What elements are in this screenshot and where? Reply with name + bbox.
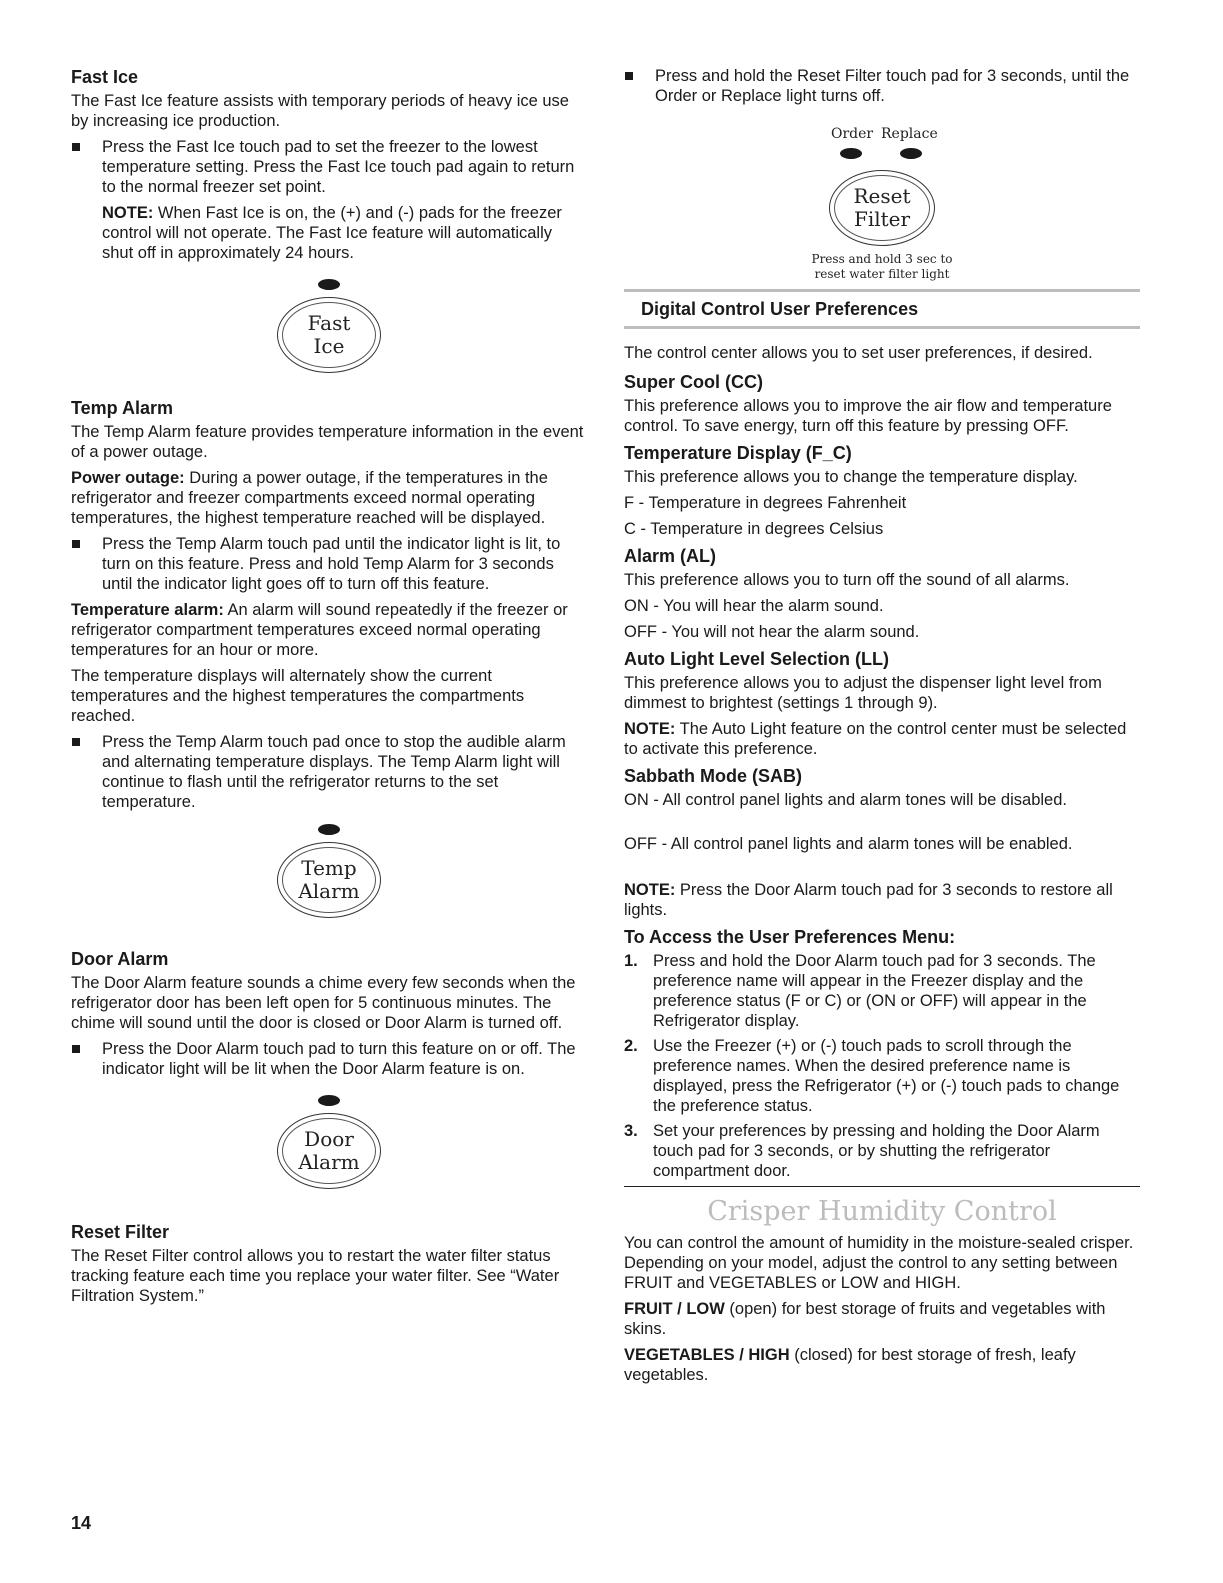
alarm-on-option: ON - You will hear the alarm sound. xyxy=(624,597,884,615)
temp-alarm-bullets-2 xyxy=(71,732,587,812)
alarm-off-option: OFF - You will not hear the alarm sound. xyxy=(624,623,920,641)
temp-alarm-intro: The Temp Alarm feature provides temperature information in the event of a power outage. xyxy=(71,423,584,461)
fast-ice-intro: The Fast Ice feature assists with temporary periods of heavy ice use by increasing ice production. xyxy=(71,92,569,130)
step-number: 1. xyxy=(624,952,638,970)
fruit-low-label: FRUIT / LOW xyxy=(624,1300,725,1318)
super-cool-heading: Super Cool (CC) xyxy=(624,372,763,392)
step-text: Press and hold the Door Alarm touch pad for 3 seconds. The preference name will appear in the Freezer display and the preference status (F or C) or (ON or OFF) will appear in the Refrigerator display. xyxy=(653,952,1096,1030)
temperature-display-text: This preference allows you to change the temperature display. xyxy=(624,468,1078,486)
power-outage-label: Power outage: xyxy=(71,469,185,487)
power-outage-paragraph xyxy=(71,468,587,528)
caption-line2: reset water filter light xyxy=(814,267,950,281)
sabbath-heading: Sabbath Mode (SAB) xyxy=(624,766,802,786)
step-text: Set your preferences by pressing and holding the Door Alarm touch pad for 3 seconds, or by shutting the refrigerator compartment door. xyxy=(653,1122,1100,1180)
auto-light-note xyxy=(624,719,1140,759)
note-label: NOTE: xyxy=(102,204,154,222)
crisper-intro: You can control the amount of humidity in the moisture-sealed crisper. Depending on your model, adjust the control to any setting between FRUIT and VEGETABLES or LOW and HIGH. xyxy=(624,1234,1134,1292)
temp-alarm-bullet-2: Press the Temp Alarm touch pad once to stop the audible alarm and alternating temperature displays. The Temp Alarm light will continue to flash until the refrigerator returns to the set temperature. xyxy=(71,732,587,812)
fast-ice-note xyxy=(71,203,587,263)
pad-label-line1: Reset xyxy=(853,184,911,208)
temperature-display-paragraph: The temperature displays will alternately show the current temperatures and the highest temperatures the compartments reached. xyxy=(71,667,525,725)
reset-filter-caption xyxy=(624,252,1140,282)
preferences-intro: The control center allows you to set user preferences, if desired. xyxy=(624,344,1093,362)
reset-filter-intro: The Reset Filter control allows you to restart the water filter status tracking feature each time you replace your water filter. See “Water Filtration System.” xyxy=(71,1247,560,1305)
super-cool-text: This preference allows you to improve the air flow and temperature control. To save energy, turn off this feature by pressing OFF. xyxy=(624,397,1112,435)
door-alarm-intro: The Door Alarm feature sounds a chime every few seconds when the refrigerator door has been left open for 5 continuous minutes. The chime will sound until the door is closed or Door Alarm is turned off. xyxy=(71,974,576,1032)
fast-ice-heading: Fast Ice xyxy=(71,67,139,87)
page-number: 14 xyxy=(71,1513,92,1533)
access-step xyxy=(624,1121,1140,1181)
door-alarm-heading: Door Alarm xyxy=(71,949,169,969)
note-label: NOTE: xyxy=(624,881,676,899)
temperature-c-option: C - Temperature in degrees Celsius xyxy=(624,520,884,538)
power-outage-text: During a power outage, if the temperatures in the refrigerator and freezer compartments exceed normal operating temperatures, the highest temperature reached will be displayed. xyxy=(71,469,548,527)
temp-alarm-pad xyxy=(277,842,381,918)
note-label: NOTE: xyxy=(624,720,676,738)
access-step xyxy=(624,1036,1140,1116)
fruit-low-paragraph xyxy=(624,1299,1140,1339)
right-column xyxy=(624,66,1140,1391)
fast-ice-bullets xyxy=(71,137,587,197)
auto-light-text: This preference allows you to adjust the dispenser light level from dimmest to brightest (settings 1 through 9). xyxy=(624,674,1102,712)
temperature-alarm-label: Temperature alarm: xyxy=(71,601,224,619)
reset-filter-bullets xyxy=(624,66,1140,106)
step-number: 3. xyxy=(624,1122,638,1140)
reset-filter-pad xyxy=(829,170,935,246)
indicator-light-icon xyxy=(318,824,340,835)
pad-label-line2: Filter xyxy=(853,207,911,231)
note-text: Press the Door Alarm touch pad for 3 seconds to restore all lights. xyxy=(624,881,1113,919)
pad-label-line1: Door xyxy=(304,1127,354,1151)
temp-alarm-heading: Temp Alarm xyxy=(71,398,174,418)
door-alarm-pad-figure xyxy=(269,1089,389,1197)
pad-label-line1: Temp xyxy=(301,856,357,880)
sabbath-note xyxy=(624,880,1140,920)
fruit-low-text: (open) for best storage of fruits and vegetables with skins. xyxy=(624,1300,1106,1338)
temperature-f-option: F - Temperature in degrees Fahrenheit xyxy=(624,494,907,512)
door-alarm-pad xyxy=(277,1113,381,1189)
step-number: 2. xyxy=(624,1037,638,1055)
sabbath-off-option: OFF - All control panel lights and alarm tones will be enabled. xyxy=(624,835,1073,853)
left-column xyxy=(71,66,587,1312)
door-alarm-bullet: Press the Door Alarm touch pad to turn this feature on or off. The indicator light will be lit when the Door Alarm feature is on. xyxy=(71,1039,587,1079)
replace-light-icon xyxy=(900,148,922,159)
replace-label: Replace xyxy=(881,126,938,142)
sabbath-on-option: ON - All control panel lights and alarm tones will be disabled. xyxy=(624,791,1067,809)
note-text: When Fast Ice is on, the (+) and (-) pads for the freezer control will not operate. The Fast Ice feature will automatically shut off in approximately 24 hours. xyxy=(102,204,562,262)
fast-ice-bullet: Press the Fast Ice touch pad to set the freezer to the lowest temperature setting. Press the Fast Ice touch pad again to return to the normal freezer set point. xyxy=(71,137,587,197)
temperature-alarm-text: An alarm will sound repeatedly if the freezer or refrigerator compartment temperatures exceed normal operating temperatures for an hour or more. xyxy=(71,601,568,659)
temp-alarm-pad-figure xyxy=(269,820,389,928)
temp-alarm-bullets-1 xyxy=(71,534,587,594)
pad-label-line2: Alarm xyxy=(298,1150,360,1174)
alarm-heading: Alarm (AL) xyxy=(624,546,717,566)
indicator-light-icon xyxy=(318,279,340,290)
caption-line1: Press and hold 3 sec to xyxy=(811,252,953,266)
vegetables-high-label: VEGETABLES / HIGH xyxy=(624,1346,790,1364)
order-light-icon xyxy=(840,148,862,159)
temperature-display-heading: Temperature Display (F_C) xyxy=(624,443,852,463)
reset-filter-figure xyxy=(624,112,1140,281)
door-alarm-bullets xyxy=(71,1039,587,1079)
fast-ice-pad-figure xyxy=(269,273,389,381)
auto-light-heading: Auto Light Level Selection (LL) xyxy=(624,649,889,669)
temperature-alarm-paragraph xyxy=(71,600,587,660)
indicator-light-icon xyxy=(318,1095,340,1106)
alarm-text: This preference allows you to turn off the sound of all alarms. xyxy=(624,571,1070,589)
reset-filter-bullet: Press and hold the Reset Filter touch pad for 3 seconds, until the Order or Replace light turns off. xyxy=(624,66,1140,106)
fast-ice-pad xyxy=(277,297,381,373)
note-text: The Auto Light feature on the control center must be selected to activate this preference. xyxy=(624,720,1127,758)
vegetables-high-paragraph xyxy=(624,1345,1140,1385)
temp-alarm-bullet-1: Press the Temp Alarm touch pad until the indicator light is lit, to turn on this feature. Press and hold Temp Alarm for 3 seconds until the indicator light goes off to turn off this feature. xyxy=(71,534,587,594)
access-menu-heading: To Access the User Preferences Menu: xyxy=(624,927,956,947)
pad-label-line2: Alarm xyxy=(298,879,360,903)
user-preferences-section-bar: Digital Control User Preferences xyxy=(624,289,1140,329)
access-steps xyxy=(624,951,1140,1181)
crisper-section-title: Crisper Humidity Control xyxy=(624,1186,1140,1229)
reset-filter-heading: Reset Filter xyxy=(71,1222,170,1242)
vegetables-high-text: (closed) for best storage of fresh, leafy vegetables. xyxy=(624,1346,1076,1384)
pad-label-line2: Ice xyxy=(313,334,345,358)
step-text: Use the Freezer (+) or (-) touch pads to scroll through the preference names. When the desired preference name is displayed, press the Refrigerator (+) or (-) touch pads to change the preference status. xyxy=(653,1037,1120,1115)
order-label: Order xyxy=(831,126,874,142)
access-step xyxy=(624,951,1140,1031)
pad-label-line1: Fast xyxy=(307,311,351,335)
